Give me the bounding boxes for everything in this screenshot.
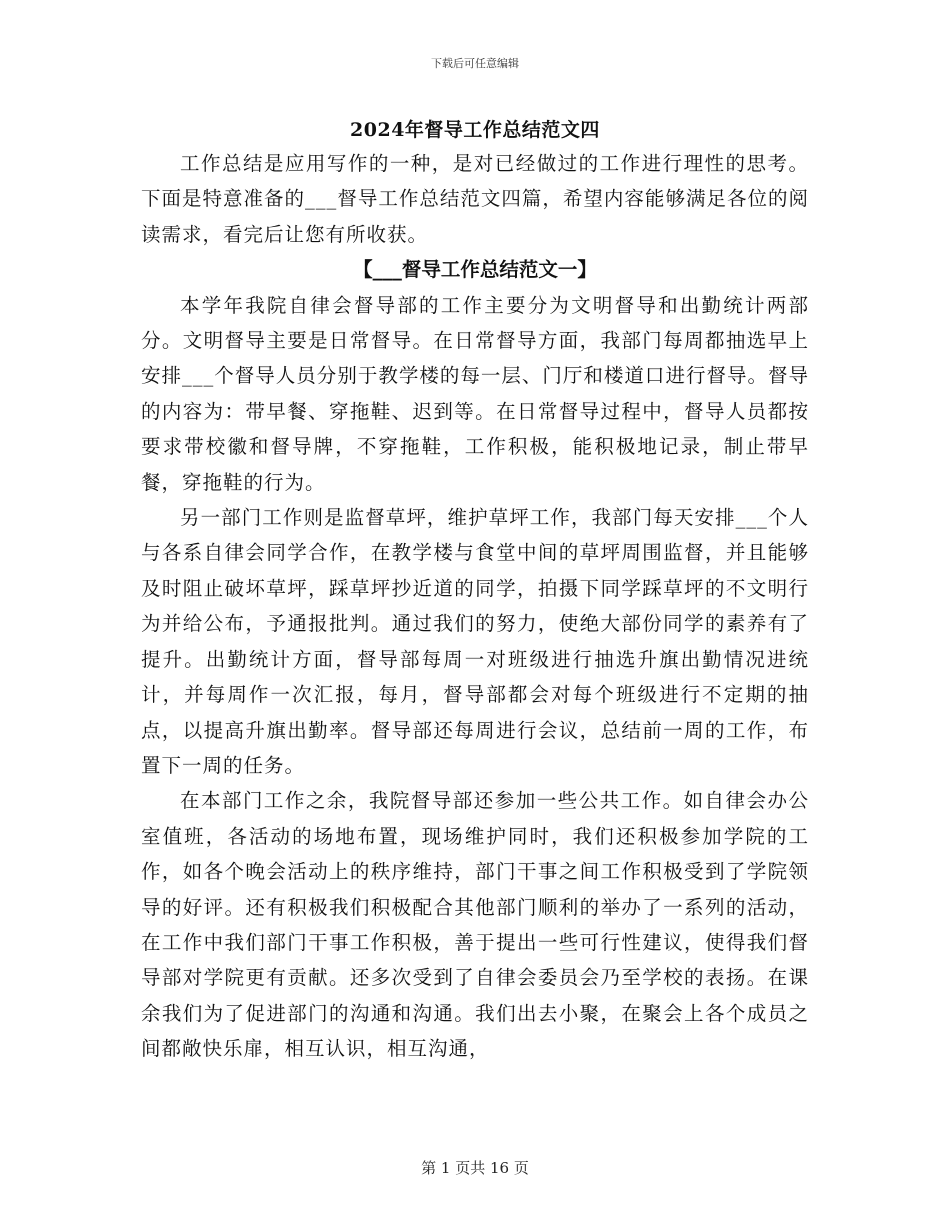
section-heading: 【___督导工作总结范文一】: [353, 258, 597, 282]
body-paragraph-2: 另一部门工作则是监督草坪，维护草坪工作，我部门每天安排___个人与各系自律会同学合作，在教学楼与食堂中间的草坪周围监督，并且能够及时阻止破坏草坪，踩草坪抄近道的同学，拍摄下同学踩草坪的不文明行为并给公布，予通报批判。通过我们的努力，使绝大部份同学的素养有了提升。出勤统计方面，督导部每周一对班级进行抽选升旗出勤情况进统计，并每周作一次汇报，每月，督导部都会对每个班级进行不定期的抽点，以提高升旗出勤率。督导部还每周进行会议，总结前一周的工作，布置下一周的任务。: [141, 506, 809, 777]
page-number-footer: 第 1 页共 16 页: [421, 1159, 529, 1177]
body-paragraph-1: 本学年我院自律会督导部的工作主要分为文明督导和出勤统计两部分。文明督导主要是日常督导。在日常督导方面，我部门每周都抽选早上安排___个督导人员分别于教学楼的每一层、门厅和楼道口进行督导。督导的内容为：带早餐、穿拖鞋、迟到等。在日常督导过程中，督导人员都按要求带校徽和督导牌，不穿拖鞋，工作积极，能积极地记录，制止带早餐，穿拖鞋的行为。: [141, 293, 809, 494]
document-title: 2024年督导工作总结范文四: [350, 119, 600, 141]
document-body: [141, 146, 809, 1067]
page-header-note: 下载后可任意编辑: [431, 57, 519, 70]
intro-paragraph: 工作总结是应用写作的一种，是对已经做过的工作进行理性的思考。下面是特意准备的___督导工作总结范文四篇，希望内容能够满足各位的阅读需求，看完后让您有所收获。: [141, 152, 809, 246]
body-paragraph-3: 在本部门工作之余，我院督导部还参加一些公共工作。如自律会办公室值班，各活动的场地布置，现场维护同时，我们还积极参加学院的工作，如各个晚会活动上的秩序维持，部门干事之间工作积极受到了学院领导的好评。还有积极我们积极配合其他部门顺利的举办了一系列的活动，在工作中我们部门干事工作积极，善于提出一些可行性建议，使得我们督导部对学院更有贡献。还多次受到了自律会委员会乃至学校的表扬。在课余我们为了促进部门的沟通和沟通。我们出去小聚，在聚会上各个成员之间都敞快乐扉，相互认识，相互沟通，: [141, 789, 809, 1061]
